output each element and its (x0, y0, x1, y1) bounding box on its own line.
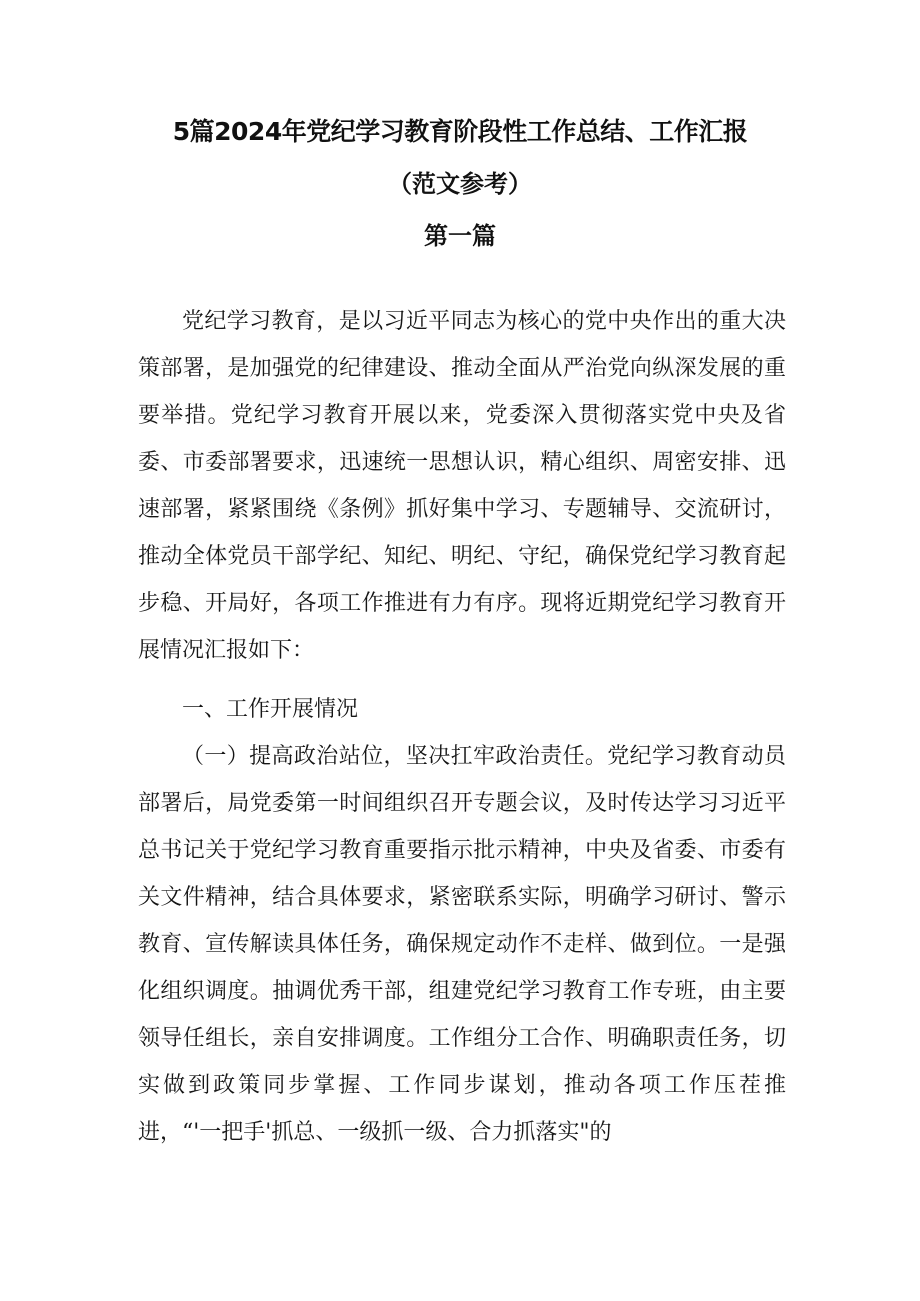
section-heading: 一、工作开展情况 (182, 697, 359, 722)
body-paragraph: （一）提高政治站位，坚决扛牢政治责任。党纪学习教育动员部署后，局党委第一时间组织召开专题会议，及时传达学习习近平总书记关于党纪学习教育重要指示批示精神，中央及省委、市委有关文件精神，结合具体要求，紧密联系实际，明确学习研讨、警示教育、宣传解读具体任务，确保规定动作不走样、做到位。一是强化组织调度。抽调优秀干部，组建党纪学习教育工作专班，由主要领导任组长，亲自安排调度。工作组分工合作、明确职责任务，切实做到政策同步掌握、工作同步谋划，推动各项工作压茬推进，“'一把手'抓总、一级抓一级、合力抓落实"的 (138, 744, 786, 1145)
paragraph-container-2 (138, 733, 786, 1156)
document-subtitle: （范文参考） (388, 170, 532, 198)
heading-container-1 (138, 686, 786, 733)
intro-paragraph: 党纪学习教育，是以习近平同志为核心的党中央作出的重大决策部署，是加强党的纪律建设、推动全面从严治党向纵深发展的重要举措。党纪学习教育开展以来，党委深入贯彻落实党中央及省委、市委部署要求，迅速统一思想认识，精心组织、周密安排、迅速部署，紧紧围绕《条例》抓好集中学习、专题辅导、交流研讨，推动全体党员干部学纪、知纪、明纪、守纪，确保党纪学习教育起步稳、开局好，各项工作推进有力有序。现将近期党纪学习教育开展情况汇报如下： (138, 309, 786, 663)
document-title: 5篇2024年党纪学习教育阶段性工作总结、工作汇报 (172, 117, 748, 146)
paragraph-container-1 (138, 298, 786, 674)
section-title: 第一篇 (424, 222, 496, 250)
